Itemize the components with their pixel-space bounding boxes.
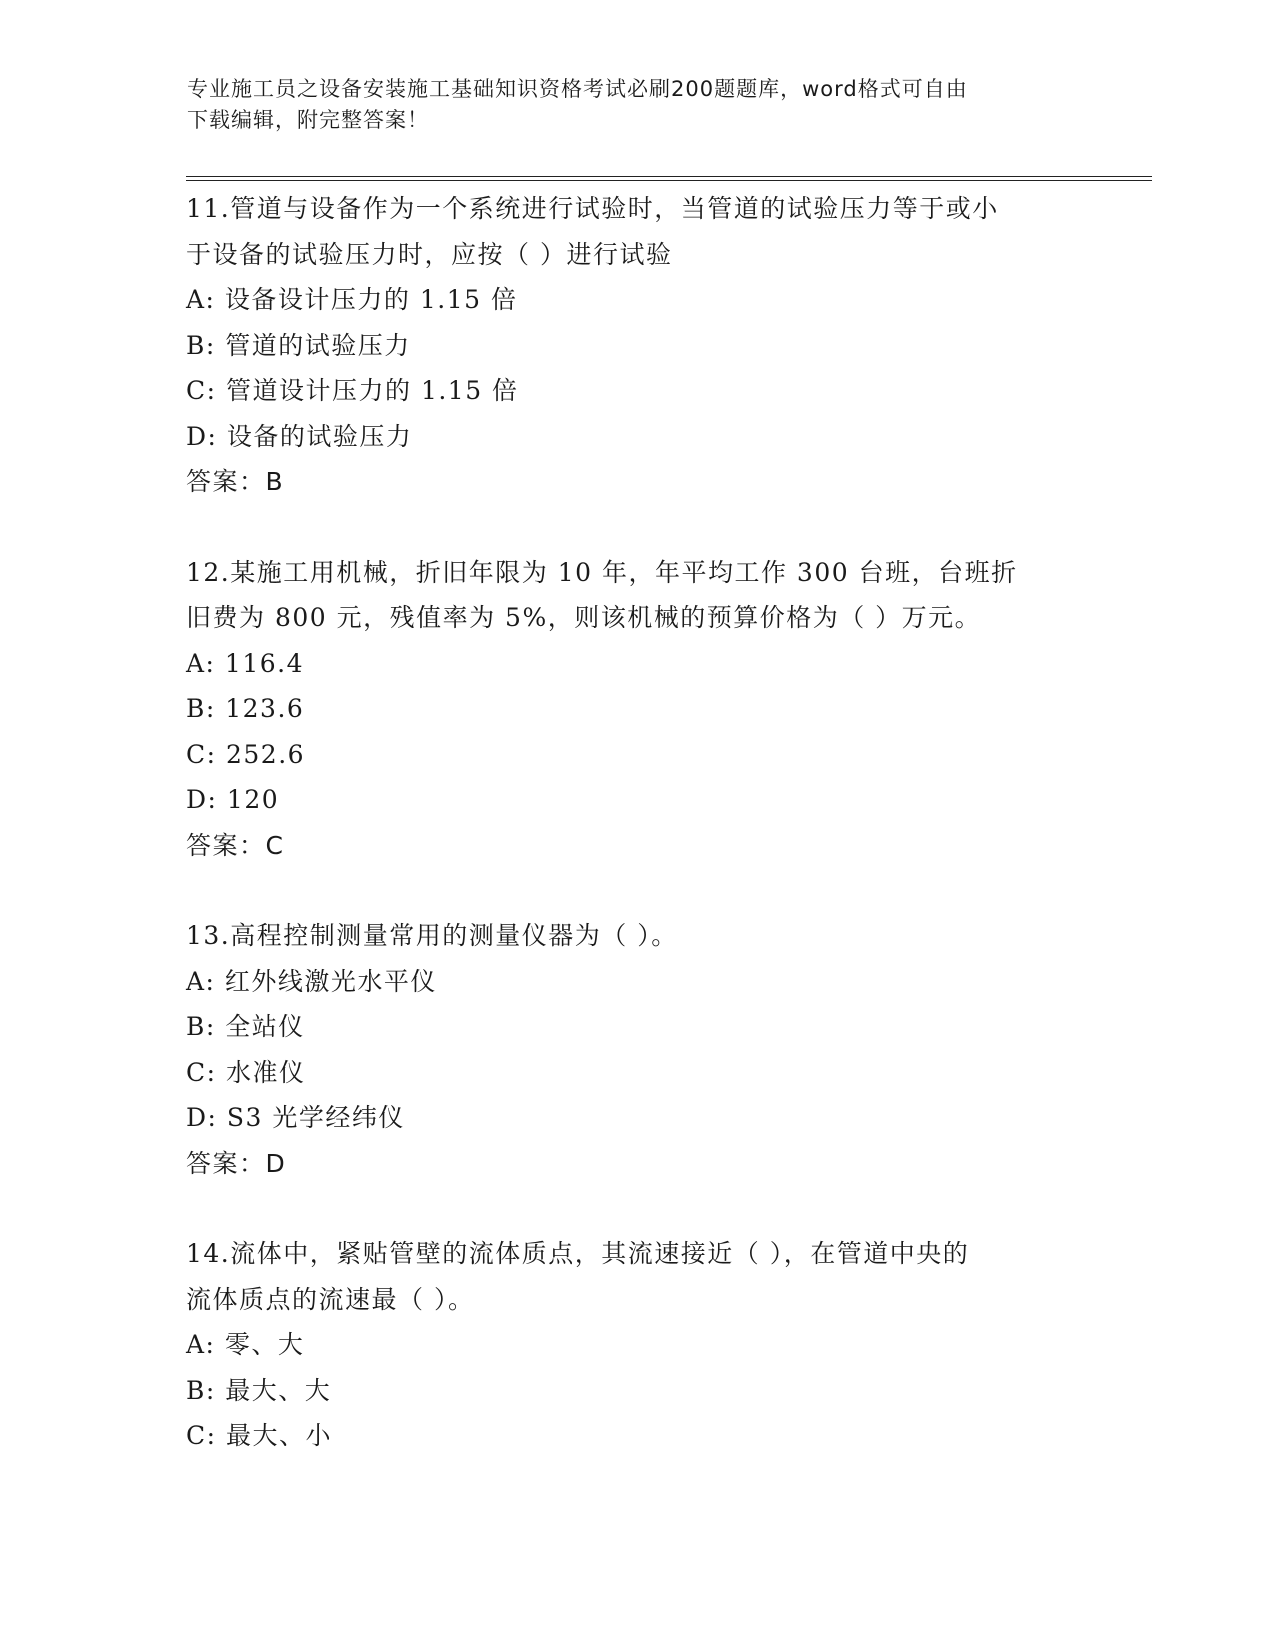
option-c: C: 管道设计压力的 1.15 倍 [186, 376, 519, 405]
header-title-line-1: 专业施工员之设备安装施工基础知识资格考试必刷200题题库，word格式可自由 [187, 77, 968, 101]
option-b: B: 全站仪 [186, 1012, 305, 1041]
answer: 答案：C [186, 830, 285, 860]
option-c: C: 最大、小 [186, 1421, 332, 1450]
option-a: A: 零、大 [186, 1330, 305, 1359]
question-stem: 13.高程控制测量常用的测量仪器为（ ）。 [186, 921, 678, 950]
document-header [187, 74, 1067, 136]
question-stem-continued: 流体质点的流速最（ ）。 [186, 1284, 475, 1314]
question-12 [186, 550, 1086, 869]
question-stem: 14.流体中，紧贴管壁的流体质点，其流速接近（ ），在管道中央的 [186, 1239, 970, 1268]
option-b: B: 123.6 [186, 694, 305, 723]
header-divider-top [186, 176, 1152, 177]
question-stem: 12.某施工用机械，折旧年限为 10 年，年平均工作 300 台班，台班折 [186, 557, 1018, 587]
option-b: B: 最大、大 [186, 1375, 332, 1405]
option-b: B: 管道的试验压力 [186, 330, 411, 360]
question-13 [186, 913, 1086, 1186]
question-stem-continued: 于设备的试验压力时，应按（ ）进行试验 [186, 239, 673, 269]
option-d: D: 120 [186, 785, 280, 814]
question-stem: 11.管道与设备作为一个系统进行试验时，当管道的试验压力等于或小 [186, 194, 999, 223]
answer: 答案：D [186, 1148, 287, 1178]
question-11 [186, 186, 1086, 505]
option-c: C: 水准仪 [186, 1057, 306, 1087]
header-divider-bottom [186, 180, 1152, 181]
option-c: C: 252.6 [186, 739, 306, 769]
question-list [186, 186, 1086, 1459]
option-d: D: 设备的试验压力 [186, 421, 413, 451]
option-a: A: 116.4 [186, 648, 304, 678]
header-title-line-2: 下载编辑，附完整答案！ [187, 108, 429, 132]
option-d: D: S3 光学经纬仪 [186, 1103, 405, 1132]
option-a: A: 设备设计压力的 1.15 倍 [186, 285, 518, 314]
answer: 答案：B [186, 467, 285, 496]
question-14 [186, 1231, 1086, 1459]
question-stem-continued: 旧费为 800 元，残值率为 5%，则该机械的预算价格为（ ）万元。 [186, 603, 982, 632]
option-a: A: 红外线激光水平仪 [186, 966, 437, 996]
